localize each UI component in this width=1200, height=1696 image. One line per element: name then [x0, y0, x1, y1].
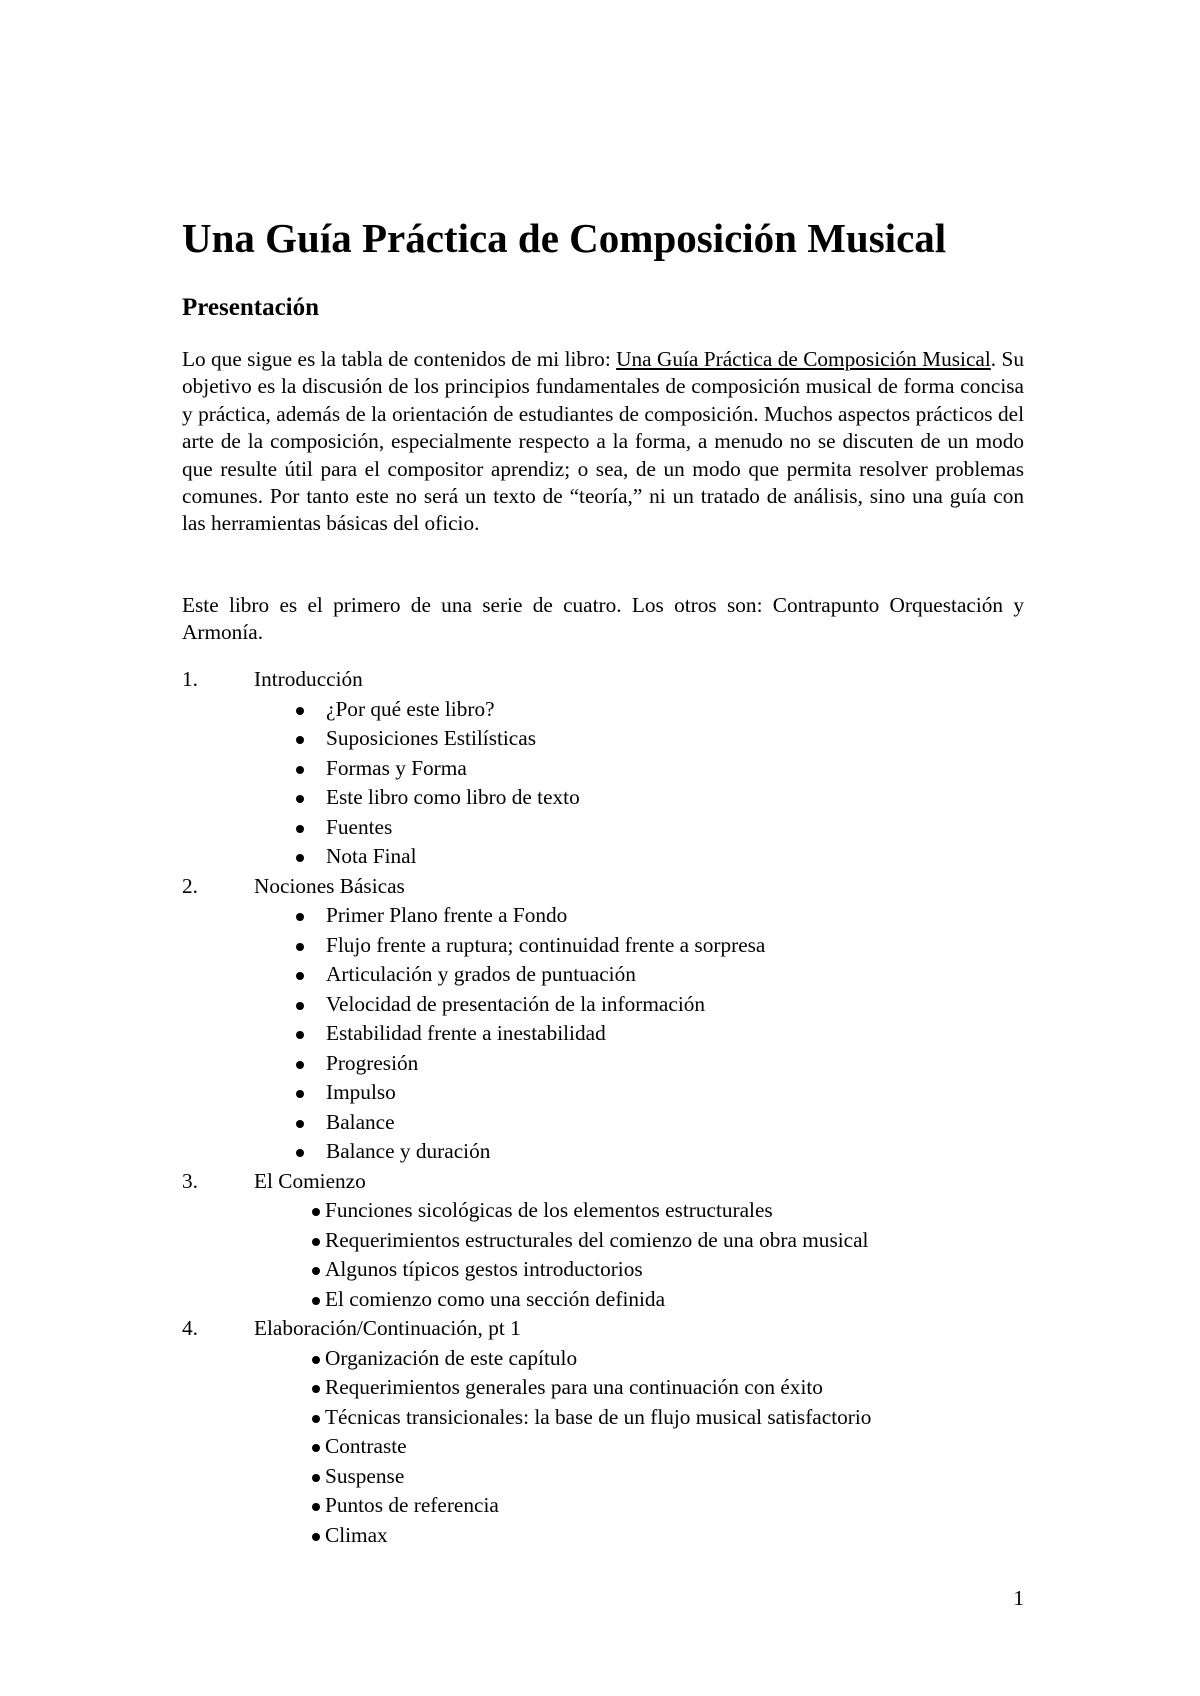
bullet-icon — [296, 736, 304, 744]
toc-chapter — [0, 1167, 1200, 1197]
toc-item-text: Contraste — [325, 1434, 407, 1458]
bullet-icon — [312, 1474, 320, 1482]
intro-text-after-link: . Su objetivo es la discusión de los principios fundamentales de composición musical de forma concisa y práctica, además de la orientación de estudiantes de composición. Muchos aspectos prácticos del arte de la composición, especialmente respecto a la forma, a menudo no se discuten de un modo que resulte útil para el compositor aprendiz; o sea, de un modo que permita resolver problemas comunes. Por tanto este no será un texto de “teoría,” ni un tratado de análisis, sino una guía con las herramientas básicas del oficio. — [182, 347, 1024, 536]
toc-chapter — [0, 1314, 1200, 1344]
bullet-icon — [296, 1031, 304, 1039]
bullet-icon — [296, 1120, 304, 1128]
toc-list-item — [0, 1344, 1200, 1374]
bullet-icon — [296, 825, 304, 833]
toc-list-item — [0, 1049, 1200, 1079]
toc-list-item — [0, 931, 1200, 961]
toc-list-item — [0, 1255, 1200, 1285]
toc-item-text: Algunos típicos gestos introductorios — [325, 1257, 643, 1281]
toc-list-item — [0, 960, 1200, 990]
toc-item-text: Impulso — [326, 1080, 396, 1104]
bullet-icon — [296, 1061, 304, 1069]
bullet-icon — [296, 1002, 304, 1010]
toc-list-item — [0, 1285, 1200, 1315]
bullet-icon — [312, 1444, 320, 1452]
toc-list-item — [0, 1137, 1200, 1167]
toc-chapter-title: Elaboración/Continuación, pt 1 — [254, 1316, 521, 1340]
toc-list-item — [0, 901, 1200, 931]
toc-list-item — [0, 724, 1200, 754]
book-title-link[interactable]: Una Guía Práctica de Composición Musical — [616, 347, 991, 371]
bullet-icon — [296, 943, 304, 951]
toc-chapter-title: El Comienzo — [254, 1168, 366, 1193]
toc-chapter-number: 3. — [182, 1168, 198, 1193]
toc-list-item — [0, 1432, 1200, 1462]
toc-item-text: Funciones sicológicas de los elementos estructurales — [325, 1198, 773, 1222]
toc-list-item — [0, 1462, 1200, 1492]
toc-item-text: Requerimientos generales para una continuación con éxito — [325, 1375, 823, 1399]
bullet-icon — [312, 1267, 320, 1275]
toc-item-text: Requerimientos estructurales del comienzo de una obra musical — [325, 1227, 869, 1252]
toc-list-item — [0, 783, 1200, 813]
toc-item-text: Climax — [325, 1522, 388, 1547]
toc-chapter — [0, 665, 1200, 695]
toc-list-item — [0, 813, 1200, 843]
toc-list-item — [0, 1108, 1200, 1138]
document-title: Una Guía Práctica de Composición Musical — [182, 215, 947, 261]
toc-item-text: Balance y duración — [326, 1139, 491, 1163]
toc-item-text: Nota Final — [326, 844, 417, 868]
toc-item-text: Flujo frente a ruptura; continuidad frente a sorpresa — [326, 932, 766, 957]
toc-list-item — [0, 754, 1200, 784]
toc-item-text: Puntos de referencia — [325, 1493, 499, 1517]
bullet-icon — [296, 707, 304, 715]
toc-chapter — [0, 872, 1200, 902]
toc-list-item — [0, 1491, 1200, 1521]
bullet-icon — [296, 1149, 304, 1157]
toc-item-text: Estabilidad frente a inestabilidad — [326, 1021, 606, 1045]
toc-item-text: ¿Por qué este libro? — [326, 696, 495, 721]
toc-item-text: Suposiciones Estilísticas — [326, 726, 537, 750]
bullet-icon — [312, 1415, 320, 1423]
toc-item-text: Organización de este capítulo — [325, 1345, 578, 1370]
toc-chapter-title: Introducción — [254, 667, 363, 691]
toc-list-item — [0, 1078, 1200, 1108]
toc-list-item — [0, 1226, 1200, 1256]
intro-text-before-link: Lo que sigue es la tabla de contenidos de mi libro: — [182, 347, 617, 371]
toc-item-text: Fuentes — [326, 814, 393, 839]
bullet-icon — [312, 1533, 320, 1541]
bullet-icon — [312, 1297, 320, 1305]
bullet-icon — [312, 1503, 320, 1511]
page-number: 1 — [1013, 1586, 1024, 1610]
toc-item-text: Primer Plano frente a Fondo — [326, 903, 568, 927]
bullet-icon — [312, 1385, 320, 1393]
toc-list-item — [0, 1403, 1200, 1433]
toc-item-text: Técnicas transicionales: la base de un flujo musical satisfactorio — [325, 1404, 872, 1429]
table-of-contents — [0, 665, 1200, 1550]
toc-list-item — [0, 695, 1200, 725]
toc-list-item — [0, 842, 1200, 872]
toc-item-text: El comienzo como una sección definida — [325, 1286, 666, 1311]
bullet-icon — [296, 766, 304, 774]
bullet-icon — [296, 854, 304, 862]
section-heading: Presentación — [182, 294, 320, 321]
toc-list-item — [0, 1019, 1200, 1049]
toc-item-text: Articulación y grados de puntuación — [326, 962, 636, 986]
toc-item-text: Velocidad de presentación de la información — [326, 991, 706, 1016]
toc-item-text: Progresión — [326, 1050, 419, 1075]
toc-chapter-number: 4. — [182, 1316, 198, 1340]
bullet-icon — [296, 972, 304, 980]
toc-list-item — [0, 1196, 1200, 1226]
toc-chapter-number: 1. — [182, 667, 198, 691]
toc-chapter-number: 2. — [182, 873, 198, 898]
toc-chapter-title: Nociones Básicas — [254, 873, 405, 898]
toc-item-text: Balance — [326, 1109, 395, 1134]
bullet-icon — [296, 1090, 304, 1098]
bullet-icon — [296, 795, 304, 803]
bullet-icon — [296, 913, 304, 921]
toc-item-text: Suspense — [325, 1463, 405, 1488]
intro-paragraph — [182, 346, 1024, 538]
bullet-icon — [312, 1356, 320, 1364]
toc-list-item — [0, 1373, 1200, 1403]
toc-list-item — [0, 990, 1200, 1020]
bullet-icon — [312, 1238, 320, 1246]
toc-item-text: Formas y Forma — [326, 755, 467, 780]
series-paragraph: Este libro es el primero de una serie de cuatro. Los otros son: Contrapunto Orquestación y Armonía. — [182, 593, 1024, 645]
bullet-icon — [312, 1208, 320, 1216]
toc-list-item — [0, 1521, 1200, 1551]
toc-item-text: Este libro como libro de texto — [326, 785, 580, 809]
